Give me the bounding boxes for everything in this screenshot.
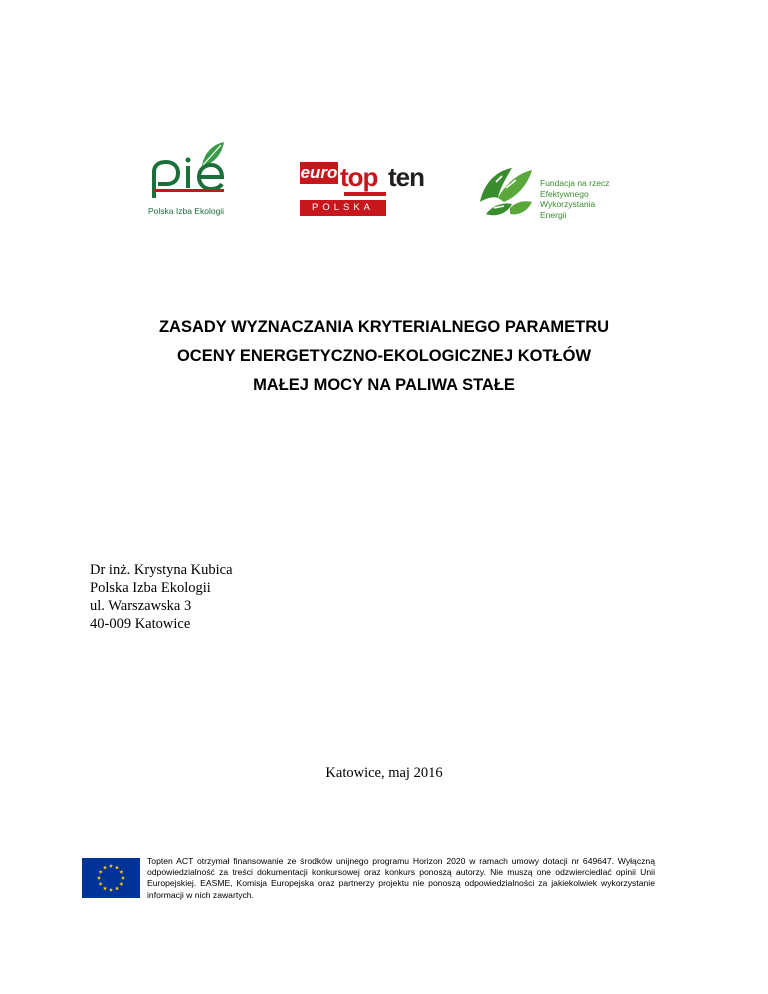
topten-euro-text: euro	[300, 163, 338, 182]
author-name: Dr inż. Krystyna Kubica	[90, 562, 233, 578]
author-street: ul. Warszawska 3	[90, 598, 192, 614]
title-line: MAŁEJ MOCY NA PALIWA STAŁE	[253, 376, 515, 394]
few-logo-line: Fundacja na rzecz	[540, 178, 610, 188]
few-logo-graphic	[476, 162, 536, 222]
pie-logo-graphic	[148, 140, 248, 206]
author-block	[90, 561, 233, 633]
title-line: OCENY ENERGETYCZNO-EKOLOGICZNEJ KOTŁÓW	[176, 347, 592, 365]
topten-logo	[300, 162, 440, 218]
author-organization: Polska Izba Ekologii	[90, 580, 211, 596]
few-logo-line: Wykorzystania	[540, 199, 596, 209]
few-logo-line: Efektywnego	[540, 188, 589, 199]
topten-top-text: top	[340, 162, 378, 192]
title-line: ZASADY WYZNACZANIA KRYTERIALNEGO PARAMETRU	[158, 318, 610, 336]
topten-ten-text: ten	[388, 162, 424, 192]
document-title	[60, 313, 708, 400]
topten-underline	[344, 192, 386, 196]
funding-disclaimer: Topten ACT otrzymał finansowanie ze środków unijnego programu Horizon 2020 w ramach umowy dotacji nr 649647. Wyłączną odpowiedzialność za treści dokumentacji konkursowej oraz konkurs ponoszą autorzy. Nie muszą one odzwierciedlać opinii Unii Europejskiej. EASME, Komisja Europejska oraz partnerzy projektu nie ponoszą odpowiedzialności za jakiekolwiek wykorzystanie informacji w nich zawartych.	[147, 856, 655, 900]
eu-flag-icon	[82, 858, 140, 898]
author-city: 40-009 Katowice	[90, 616, 191, 632]
pie-logo-caption: Polska Izba Ekologii	[148, 206, 225, 216]
few-logo	[476, 162, 636, 224]
place-date: Katowice, maj 2016	[325, 765, 443, 781]
few-logo-text	[540, 178, 609, 220]
pie-logo	[148, 140, 248, 220]
few-logo-line: Energii	[540, 209, 567, 220]
topten-polska-text: POLSKA	[300, 200, 386, 216]
